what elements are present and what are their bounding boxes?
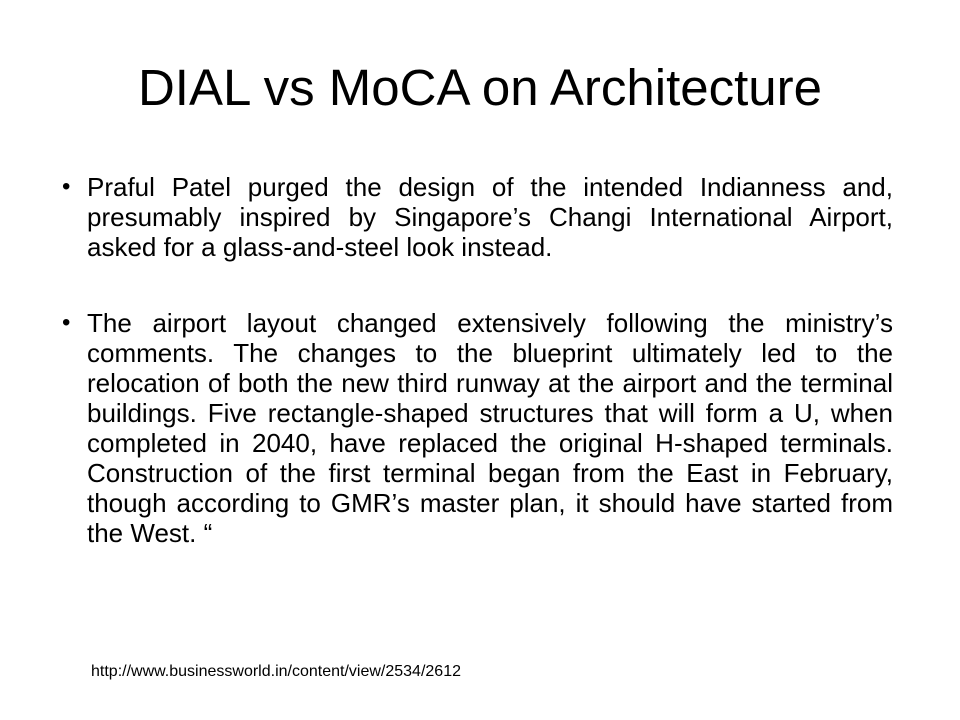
bullet-text-2: The airport layout changed extensively following the ministry’s comments. The changes to the blueprint ultimately led to the relocation of both the new third runway at the airport and the terminal buildings. Five rectangle-shaped structures that will form a U, when completed in 2040, have replaced the original H-shaped terminals. Construction of the first terminal began from the East in February, though according to GMR’s master plan, it should have started from the West. “	[87, 308, 893, 548]
source-url: http://www.businessworld.in/content/view/2534/2612	[91, 663, 461, 680]
bullet-item-2	[48, 308, 893, 548]
bullet-marker: •	[62, 173, 71, 200]
bullet-text-1: Praful Patel purged the design of the intended Indianness and, presumably inspired by Singapore’s Changi International Airport, asked for a glass-and-steel look instead.	[87, 172, 893, 262]
bullet-item-1	[48, 172, 893, 262]
slide-title: DIAL vs MoCA on Architecture	[137, 59, 823, 116]
bullet-marker: •	[62, 309, 71, 336]
bullet-list	[48, 172, 893, 548]
